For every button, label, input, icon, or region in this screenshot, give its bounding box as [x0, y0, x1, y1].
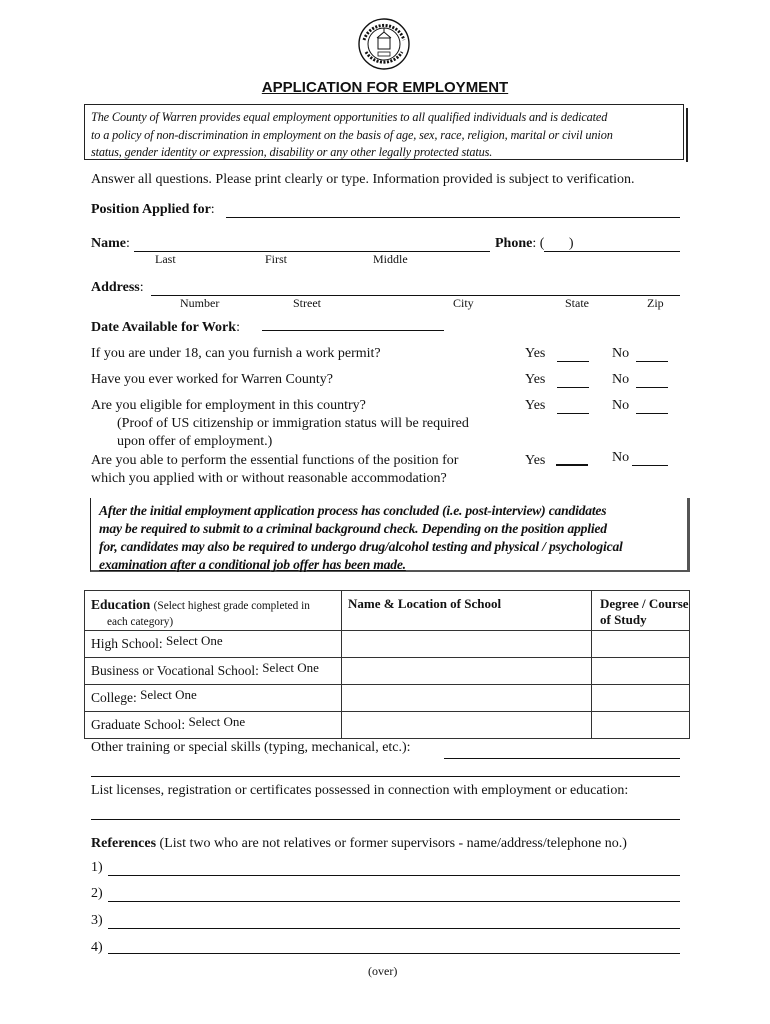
notice-line: may be required to submit to a criminal background check. Depending on the position applied — [99, 521, 607, 536]
eeo-statement — [84, 104, 684, 160]
row-label: High School: — [91, 636, 163, 651]
level-select[interactable]: Select One — [188, 714, 246, 729]
level-select[interactable]: Select One — [262, 660, 319, 675]
school-cell[interactable] — [342, 712, 592, 739]
address-sub-number: Number — [180, 296, 220, 310]
address-sub-street: Street — [293, 296, 321, 310]
name-sub-first: First — [265, 252, 288, 266]
q1-no-label: No — [612, 346, 630, 361]
address-sub-zip: Zip — [647, 296, 664, 310]
reference-number: 4) — [91, 940, 103, 955]
education-row — [85, 685, 690, 712]
address-sub-state: State — [565, 296, 589, 310]
degree-cell[interactable] — [592, 712, 690, 739]
q3-yes-field[interactable] — [557, 413, 589, 414]
page-title: APPLICATION FOR EMPLOYMENT — [261, 79, 509, 96]
row-label: Business or Vocational School: — [91, 663, 259, 678]
reference-input-4[interactable] — [108, 953, 680, 954]
education-row — [85, 658, 690, 685]
school-cell[interactable] — [342, 658, 592, 685]
question-essential-functions: Are you able to perform the essential functions of the position for — [91, 453, 459, 468]
references-label: References (List two who are not relatives or former supervisors - name/address/telephone no.) — [91, 836, 627, 851]
date-available-input[interactable] — [262, 330, 444, 331]
reference-number: 1) — [91, 860, 103, 875]
school-cell[interactable] — [342, 685, 592, 712]
q4-yes-label: Yes — [525, 453, 546, 468]
name-sub-last: Last — [155, 252, 176, 266]
school-header: Name & Location of School — [342, 591, 592, 631]
date-available-label: Date Available for Work: — [91, 320, 240, 335]
education-row — [85, 631, 690, 658]
eeo-line: to a policy of non-discrimination in employment on the basis of age, sex, race, religion, marital or civil union — [91, 127, 613, 142]
question-eligible-note: (Proof of US citizenship or immigration status will be required — [117, 416, 469, 431]
degree-cell[interactable] — [592, 631, 690, 658]
eeo-line: The County of Warren provides equal employment opportunities to all qualified individuals and is dedicated — [91, 110, 608, 124]
reference-input-1[interactable] — [108, 875, 680, 876]
education-table — [84, 590, 690, 739]
q1-yes-field[interactable] — [557, 361, 589, 362]
licenses-input[interactable] — [91, 819, 680, 820]
background-check-notice — [90, 498, 690, 572]
address-sub-city: City — [453, 296, 474, 310]
eeo-shadow — [686, 108, 688, 162]
name-input[interactable] — [134, 251, 490, 252]
q1-yes-label: Yes — [525, 346, 546, 361]
other-training-input[interactable] — [444, 758, 680, 759]
q1-no-field[interactable] — [636, 361, 668, 362]
name-sub-middle: Middle — [373, 252, 408, 266]
notice-line: After the initial employment application process has concluded (i.e. post-interview) candidates — [99, 503, 607, 518]
address-input[interactable] — [151, 295, 680, 296]
question-essential-functions: which you applied with or without reasonable accommodation? — [91, 471, 447, 486]
q3-no-label: No — [612, 398, 630, 413]
q4-yes-field[interactable] — [556, 464, 588, 466]
question-work-permit: If you are under 18, can you furnish a work permit? — [91, 346, 381, 361]
question-worked-warren: Have you ever worked for Warren County? — [91, 372, 333, 387]
degree-cell[interactable] — [592, 658, 690, 685]
reference-input-2[interactable] — [108, 901, 680, 902]
notice-line: examination after a conditional job offer has been made. — [99, 557, 406, 572]
county-seal-logo — [358, 18, 410, 70]
row-label: College: — [91, 690, 137, 705]
notice-line: for, candidates may also be required to undergo drug/alcohol testing and physical / psychological — [99, 539, 623, 554]
q4-no-label: No — [612, 450, 630, 465]
address-label: Address: — [91, 280, 144, 295]
question-eligible-note: upon offer of employment.) — [117, 434, 273, 449]
q2-no-field[interactable] — [636, 387, 668, 388]
position-label: Position Applied for: — [91, 202, 215, 217]
level-select[interactable]: Select One — [140, 687, 197, 702]
page-footer: (over) — [368, 964, 398, 978]
degree-header: Degree / Course of Study — [592, 591, 690, 631]
q2-yes-label: Yes — [525, 372, 546, 387]
education-row — [85, 712, 690, 739]
licenses-label: List licenses, registration or certificates possessed in connection with employment or education: — [91, 783, 629, 798]
name-label: Name: — [91, 236, 130, 251]
q4-no-field[interactable] — [632, 465, 668, 466]
reference-number: 2) — [91, 886, 103, 901]
row-label: Graduate School: — [91, 717, 186, 732]
eeo-line: status, gender identity or expression, disability or any other legally protected status. — [91, 145, 493, 159]
degree-cell[interactable] — [592, 685, 690, 712]
reference-input-3[interactable] — [108, 928, 680, 929]
q2-yes-field[interactable] — [557, 387, 589, 388]
question-eligible: Are you eligible for employment in this country? — [91, 398, 366, 413]
education-header: Education (Select highest grade completed in each category) — [85, 591, 342, 631]
other-training-label: Other training or special skills (typing, mechanical, etc.): — [91, 740, 411, 755]
q3-no-field[interactable] — [636, 413, 668, 414]
school-cell[interactable] — [342, 631, 592, 658]
q2-no-label: No — [612, 372, 630, 387]
reference-number: 3) — [91, 913, 103, 928]
instructions: Answer all questions. Please print clearly or type. Information provided is subject to verification. — [91, 172, 635, 187]
q3-yes-label: Yes — [525, 398, 546, 413]
level-select[interactable]: Select One — [166, 633, 223, 648]
other-training-input-2[interactable] — [91, 776, 680, 777]
position-input[interactable] — [226, 217, 680, 218]
phone-label: Phone: ( ) — [495, 236, 574, 251]
phone-input[interactable] — [544, 251, 680, 252]
